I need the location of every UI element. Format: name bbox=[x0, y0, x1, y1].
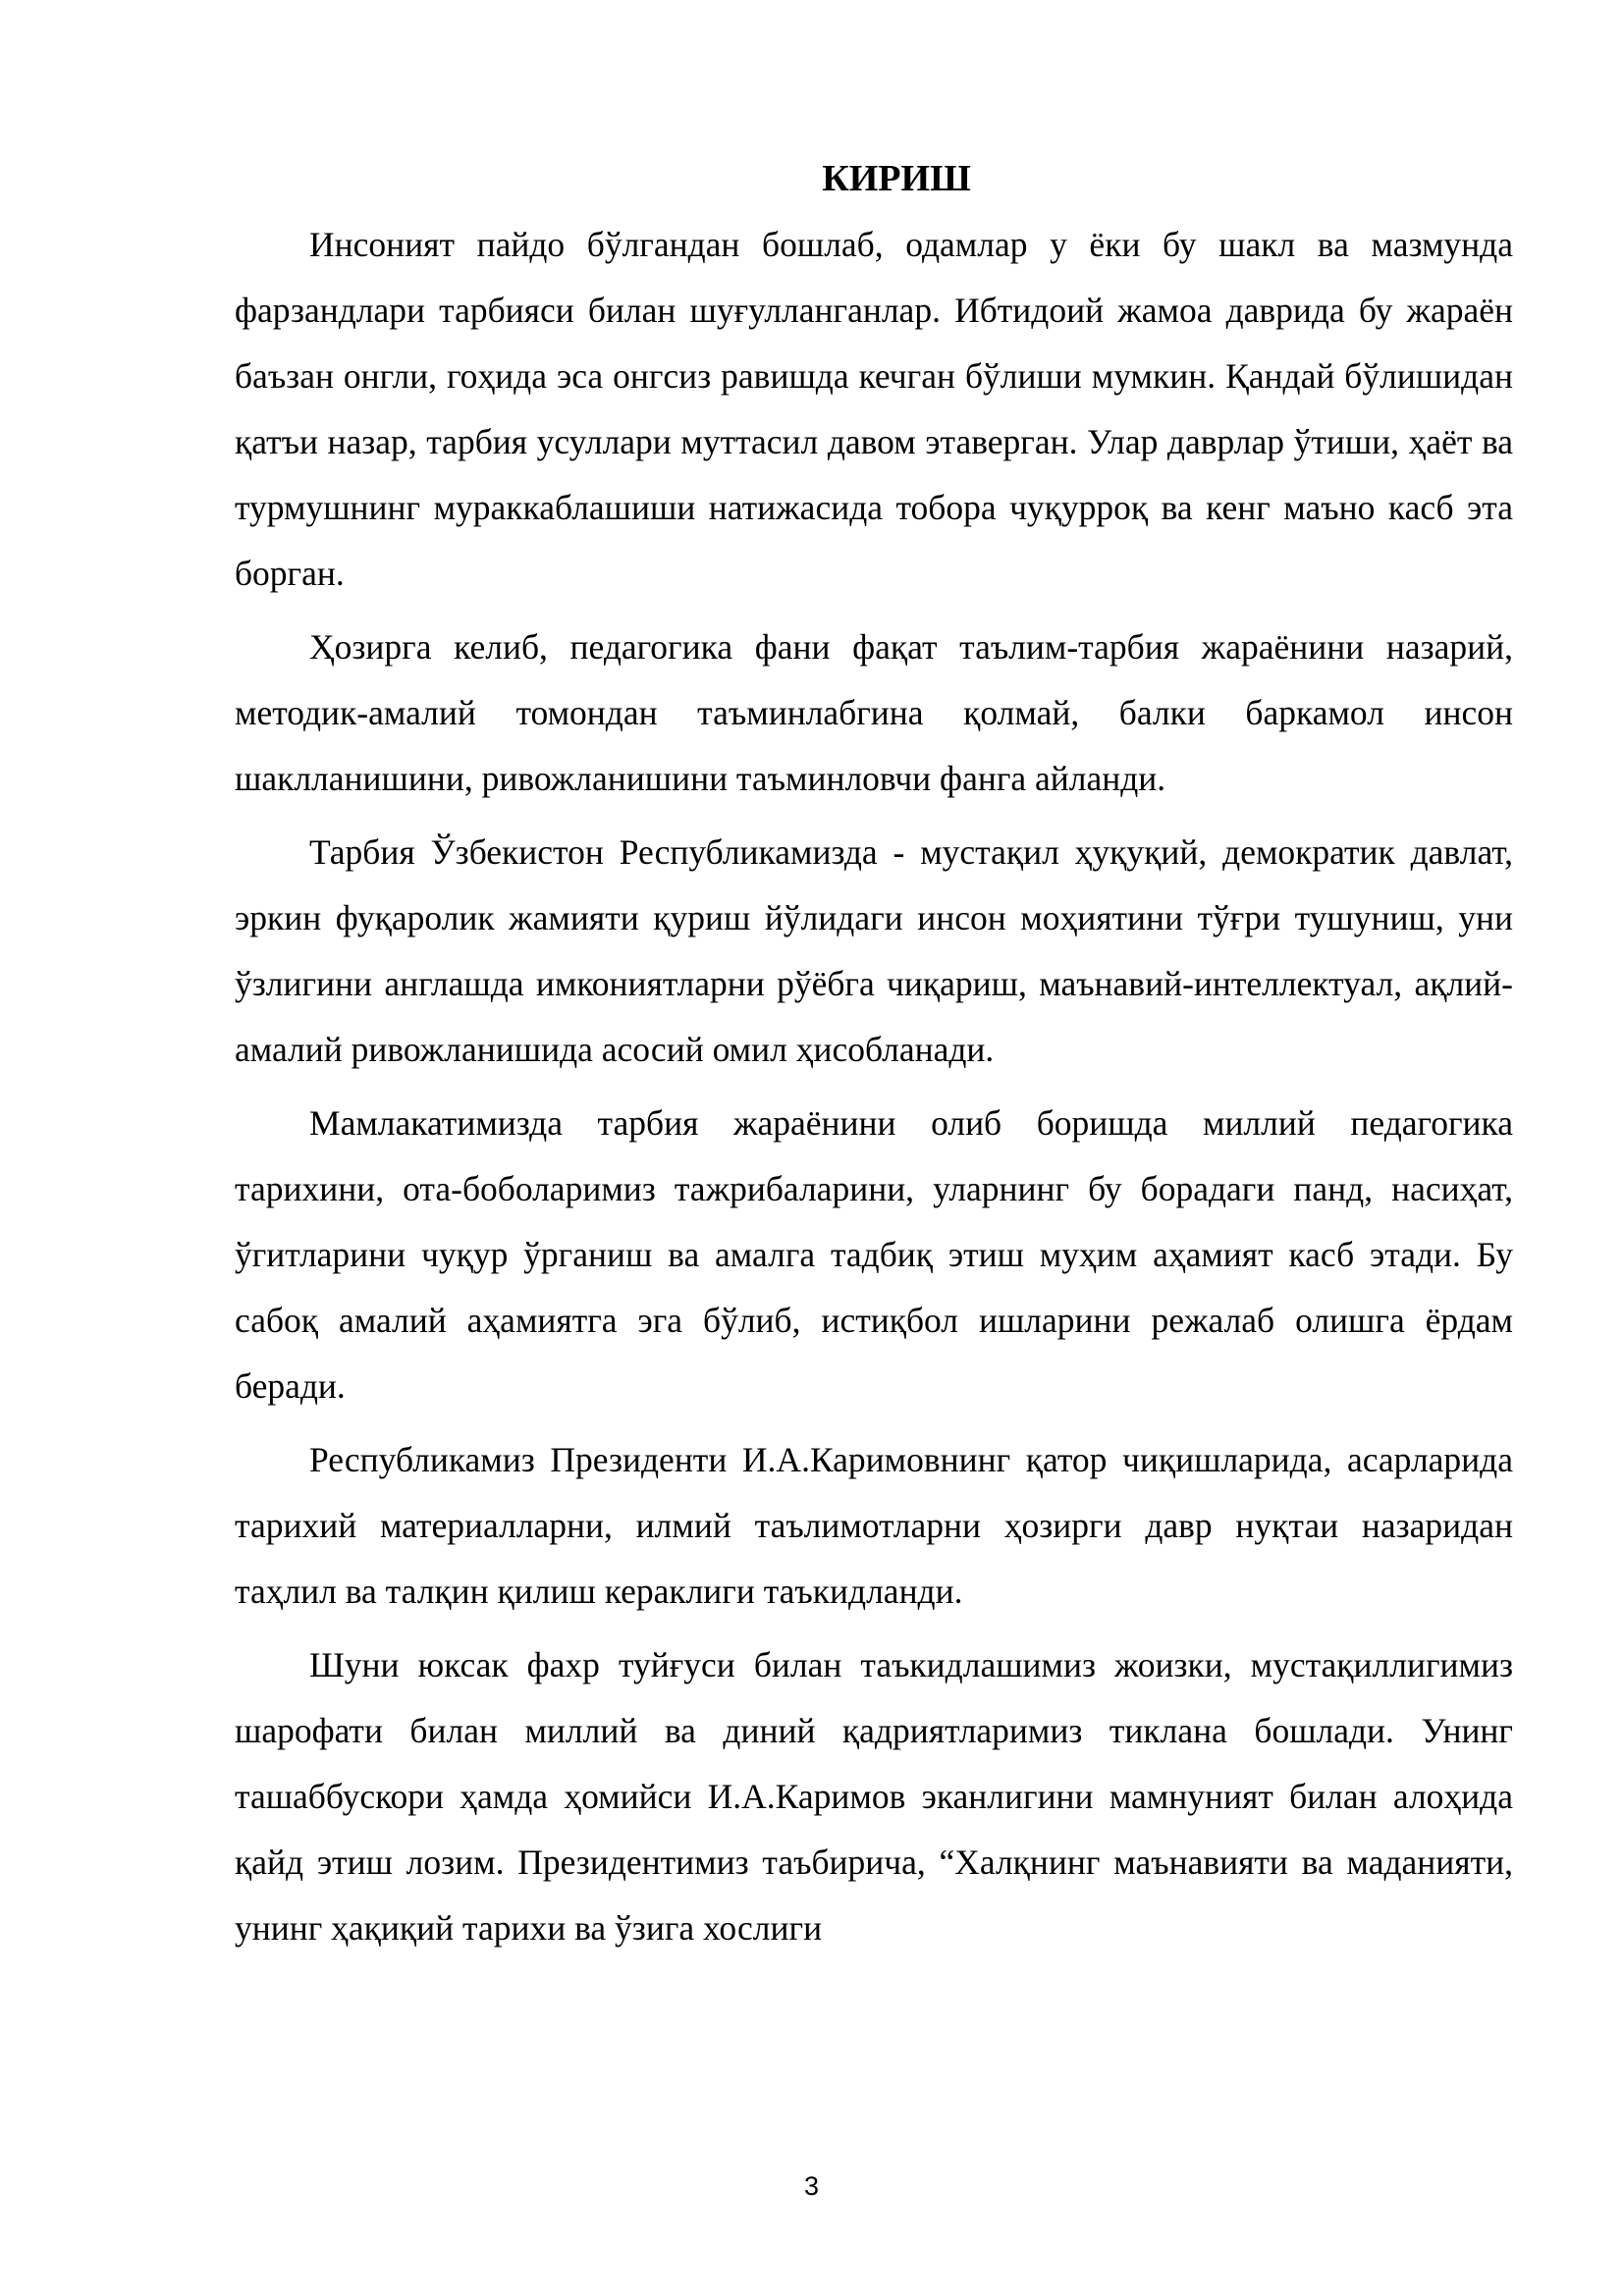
section-heading: КИРИШ bbox=[822, 158, 971, 199]
paragraph-3: Тарбия Ўзбекистон Республикамизда - мустақил ҳуқуқий, демократик давлат, эркин фуқаролик жамияти қуриш йўлидаги инсон моҳиятини тўғри тушуниш, уни ўзлигини англашда имкониятларни рўёбга чиқариш, маънавий-интеллектуал, ақлий-амалий ривожланишида асосий омил ҳисобланади. bbox=[235, 832, 1513, 1069]
paragraph-2: Ҳозирга келиб, педагогика фани фақат таълим-тарбия жараёнини назарий, методик-амалий томондан таъминлабгина қолмай, балки баркамол инсон шаклланишини, ривожланишини таъминловчи фанга айланди. bbox=[235, 627, 1513, 798]
page-number: 3 bbox=[803, 2171, 820, 2201]
paragraph-1: Инсоният пайдо бўлгандан бошлаб, одамлар у ёки бу шакл ва мазмунда фарзандлари тарбияси билан шуғулланганлар. Ибтидоий жамоа даврида бу жараён баъзан онгли, гоҳида эса онгсиз равишда кечган бўлиши мумкин. Қандай бўлишидан қатъи назар, тарбия усуллари муттасил давом этаверган. Улар даврлар ўтиши, ҳаёт ва турмушнинг мураккаблашиши натижасида тобора чуқурроқ ва кенг маъно касб эта борган. bbox=[235, 225, 1513, 593]
page-content bbox=[235, 147, 1513, 1969]
paragraph-6: Шуни юксак фахр туйғуси билан таъкидлашимиз жоизки, мустақиллигимиз шарофати билан миллий ва диний қадриятларимиз тиклана бошлади. Унинг ташаббускори ҳамда ҳомийси И.А.Каримов эканлигини мамнуният билан алоҳида қайд этиш лозим. Президентимиз таъбирича, “Халқнинг маънавияти ва маданияти, унинг ҳақиқий тарихи ва ўзига хослиги bbox=[235, 1645, 1513, 1948]
paragraph-5: Республикамиз Президенти И.А.Каримовнинг қатор чиқишларида, асарларида тарихий материалларни, илмий таълимотларни ҳозирги давр нуқтаи назаридан таҳлил ва талқин қилиш кераклиги таъкидланди. bbox=[235, 1440, 1513, 1611]
paragraph-4: Мамлакатимизда тарбия жараёнини олиб боришда миллий педагогика тарихини, ота-боболаримиз тажрибаларини, уларнинг бу борадаги панд, насиҳат, ўгитларини чуқур ўрганиш ва амалга тадбиқ этиш муҳим аҳамият касб этади. Бу сабоқ амалий аҳамиятга эга бўлиб, истиқбол ишларини режалаб олишга ёрдам беради. bbox=[235, 1103, 1513, 1406]
